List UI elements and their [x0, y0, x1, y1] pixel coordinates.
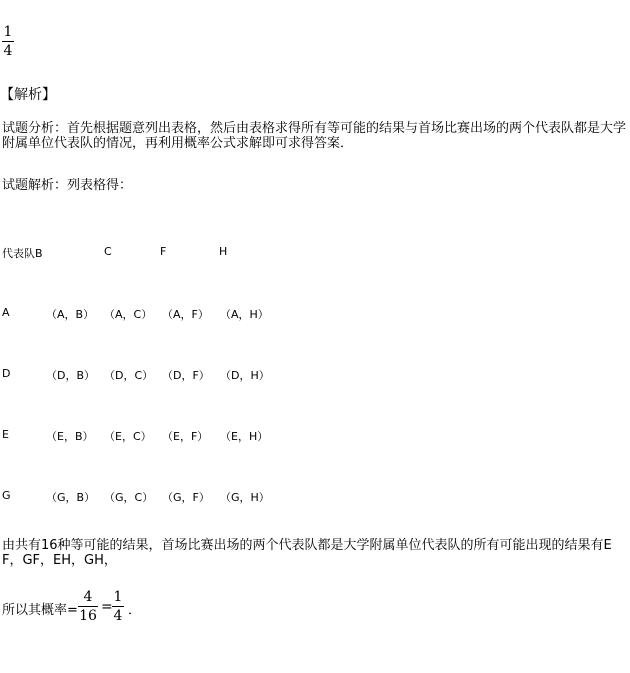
table-cell: （G，C） [104, 491, 154, 504]
table-cell: （A，C） [104, 308, 153, 321]
table-cell: （E，H） [220, 430, 269, 443]
table-row-label: E [2, 428, 9, 441]
final-prefix: 所以其概率= [2, 603, 78, 618]
table-cell: （E，C） [104, 430, 152, 443]
table-header-c: C [104, 245, 112, 258]
table-row-label: G [2, 489, 11, 502]
analysis-text: 首先根据题意列出表格，然后由表格求得所有等可能的结果与首场比赛出场的两个代表队都是大学附属单位代表队的情况，再利用概率公式求解即可求得答案． [2, 121, 627, 151]
section-title: 【解析】 [0, 87, 56, 103]
analysis-label: 试题分析： [2, 121, 68, 136]
final-fraction-1 [78, 589, 98, 624]
equals-sign: = [101, 599, 113, 615]
analysis-paragraph [2, 121, 628, 151]
table-cell: （D，B） [46, 369, 96, 382]
table-row-label: A [2, 306, 10, 319]
final-fraction-2 [112, 589, 124, 624]
table-cell: （G，B） [46, 491, 96, 504]
table-cell: （G，H） [220, 491, 270, 504]
table-cell: （D，C） [104, 369, 154, 382]
table-cell: （A，B） [46, 308, 95, 321]
table-cell: （G，F） [162, 491, 210, 504]
answer-numerator: 1 [3, 24, 13, 40]
final-fraction-1-denominator: 16 [79, 608, 97, 624]
table-header-h: H [219, 245, 228, 258]
table-cell: （D，H） [220, 369, 270, 382]
table-cell: （D，F） [162, 369, 210, 382]
table-header-f: F [160, 245, 167, 258]
solution-intro: 试题解析：列表格得： [2, 178, 133, 193]
fraction-bar [112, 606, 124, 607]
conclusion-paragraph: 由共有16种等可能的结果，首场比赛出场的两个代表队都是大学附属单位代表队的所有可能出现的结果有EF，GF，EH，GH， [2, 538, 612, 568]
table-cell: （A，F） [162, 308, 209, 321]
table-cell: （E，F） [162, 430, 209, 443]
table-cell: （E，B） [46, 430, 94, 443]
final-fraction-1-numerator: 4 [83, 589, 93, 605]
final-fraction-2-denominator: 4 [113, 608, 123, 624]
table-cell: （A，H） [220, 308, 269, 321]
table-row-label: D [2, 367, 11, 380]
answer-fraction [2, 24, 14, 59]
table-header-team-b: 代表队B [2, 247, 43, 260]
final-fraction-2-numerator: 1 [113, 589, 123, 605]
final-suffix: ． [128, 603, 142, 618]
fraction-bar [2, 41, 14, 42]
answer-denominator: 4 [3, 43, 13, 59]
fraction-bar [78, 606, 98, 607]
